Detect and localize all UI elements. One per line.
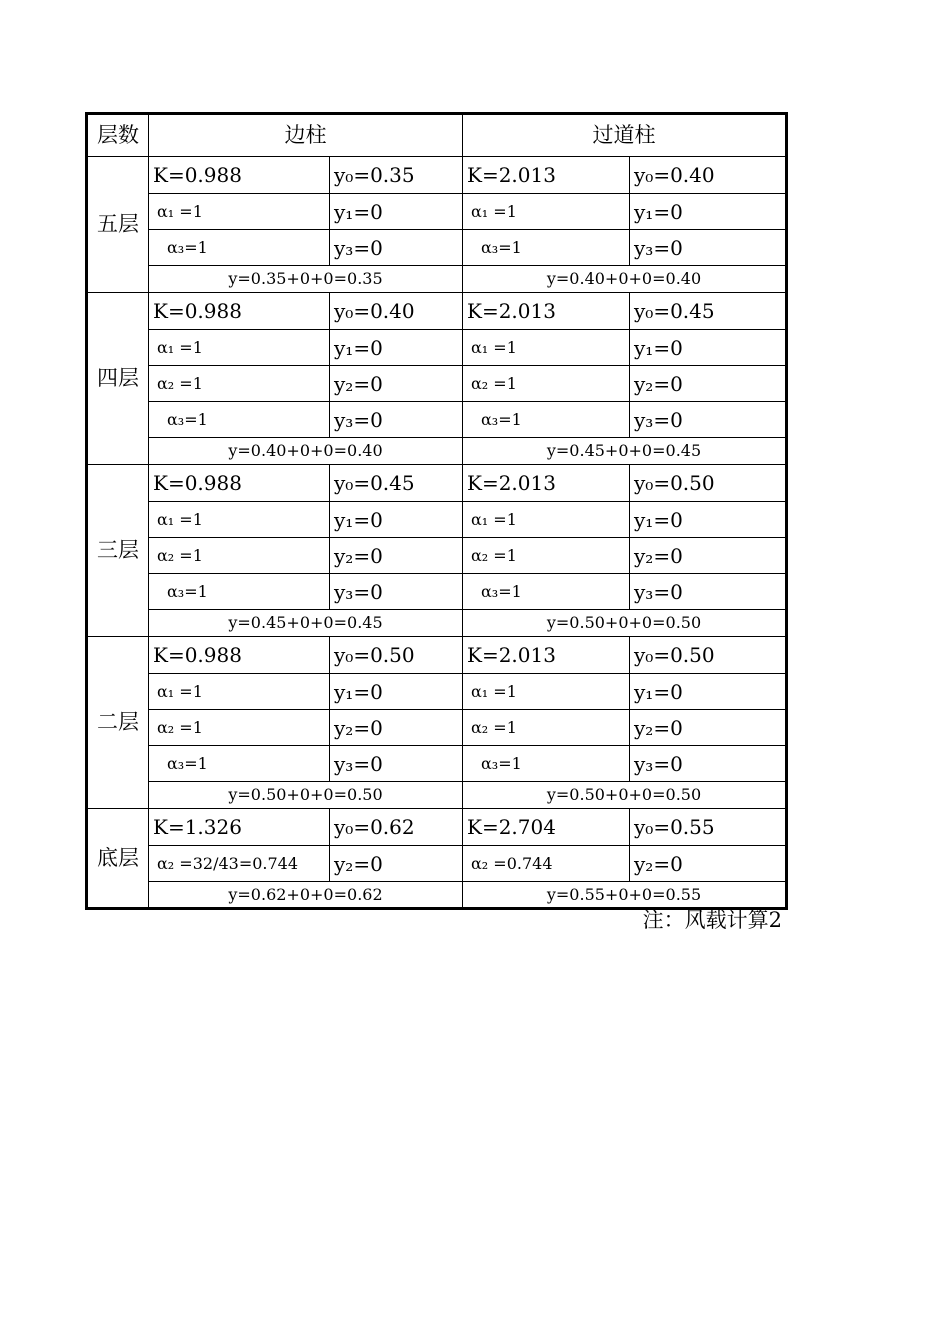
floor5-aisle-sum: y=0.40+0+0=0.40 [463, 266, 787, 293]
floor2-edge-a1-text: α₁ =1 [157, 681, 203, 701]
floor2-edge-y2: y₂=0 [330, 710, 463, 746]
floor5-aisle-a1-text: α₁ =1 [471, 201, 517, 221]
floor3-edge-k: K=0.988 [149, 465, 330, 502]
floor3-aisle-a3 [463, 574, 630, 610]
floor2-edge-k: K=0.988 [149, 637, 330, 674]
floor4-aisle-sum: y=0.45+0+0=0.45 [463, 438, 787, 465]
floor4-edge-a2 [149, 366, 330, 402]
floor5-edge-a3 [149, 230, 330, 266]
floor4-a1-row [87, 330, 787, 366]
floor3-edge-sum: y=0.45+0+0=0.45 [149, 610, 463, 637]
floor4-label: 四层 [87, 293, 149, 465]
floor1-edge-a2 [149, 846, 330, 882]
floor5-edge-y1: y₁=0 [330, 194, 463, 230]
floor2-a1-row [87, 674, 787, 710]
floor1-k-row [87, 809, 787, 846]
floor2-edge-y0: y₀=0.50 [330, 637, 463, 674]
floor1-aisle-k: K=2.704 [463, 809, 630, 846]
floor2-label: 二层 [87, 637, 149, 809]
floor3-aisle-y2: y₂=0 [630, 538, 787, 574]
floor4-aisle-y2: y₂=0 [630, 366, 787, 402]
floor3-aisle-a3-text: α₃=1 [481, 581, 522, 601]
floor5-aisle-a3 [463, 230, 630, 266]
floor2-aisle-a1-text: α₁ =1 [471, 681, 517, 701]
floor2-aisle-sum: y=0.50+0+0=0.50 [463, 782, 787, 809]
floor5-aisle-y0: y₀=0.40 [630, 157, 787, 194]
floor5-edge-sum: y=0.35+0+0=0.35 [149, 266, 463, 293]
floor5-aisle-a1 [463, 194, 630, 230]
floor2-edge-a1 [149, 674, 330, 710]
floor3-aisle-a1 [463, 502, 630, 538]
floor3-a3-row [87, 574, 787, 610]
header-row [87, 114, 787, 157]
floor1-aisle-y2: y₂=0 [630, 846, 787, 882]
floor4-aisle-a3 [463, 402, 630, 438]
floor3-aisle-y1: y₁=0 [630, 502, 787, 538]
floor5-edge-a1 [149, 194, 330, 230]
floor3-a2-row [87, 538, 787, 574]
floor3-edge-a3-text: α₃=1 [167, 581, 208, 601]
floor3-edge-y1: y₁=0 [330, 502, 463, 538]
floor5-aisle-y3: y₃=0 [630, 230, 787, 266]
floor3-label: 三层 [87, 465, 149, 637]
floor3-edge-y3: y₃=0 [330, 574, 463, 610]
header-edge-column: 边柱 [149, 114, 463, 157]
floor2-a3-row [87, 746, 787, 782]
floor1-aisle-y0: y₀=0.55 [630, 809, 787, 846]
floor4-edge-y2: y₂=0 [330, 366, 463, 402]
floor2-aisle-k: K=2.013 [463, 637, 630, 674]
floor3-aisle-a2 [463, 538, 630, 574]
floor5-edge-k: K=0.988 [149, 157, 330, 194]
floor4-k-row [87, 293, 787, 330]
floor5-edge-a1-text: α₁ =1 [157, 201, 203, 221]
floor5-a1-row [87, 194, 787, 230]
floor2-aisle-a2-text: α₂ =1 [471, 717, 517, 737]
floor2-a2-row [87, 710, 787, 746]
floor4-aisle-a2 [463, 366, 630, 402]
floor1-aisle-a2-text: α₂ =0.744 [471, 853, 553, 873]
footnote: 注：风载计算2 [642, 908, 782, 932]
floor3-edge-y0: y₀=0.45 [330, 465, 463, 502]
floor4-edge-a3-text: α₃=1 [167, 409, 208, 429]
floor2-aisle-y1: y₁=0 [630, 674, 787, 710]
floor4-aisle-a2-text: α₂ =1 [471, 373, 517, 393]
floor1-aisle-a2 [463, 846, 630, 882]
floor4-sum-row [87, 438, 787, 465]
floor2-aisle-y0: y₀=0.50 [630, 637, 787, 674]
floor3-edge-a1-text: α₁ =1 [157, 509, 203, 529]
floor2-edge-a2 [149, 710, 330, 746]
floor4-edge-a2-text: α₂ =1 [157, 373, 203, 393]
floor2-edge-a2-text: α₂ =1 [157, 717, 203, 737]
floor2-sum-row [87, 782, 787, 809]
floor4-edge-k: K=0.988 [149, 293, 330, 330]
floor4-aisle-a1-text: α₁ =1 [471, 337, 517, 357]
floor3-edge-y2: y₂=0 [330, 538, 463, 574]
floor2-aisle-y2: y₂=0 [630, 710, 787, 746]
floor3-aisle-k: K=2.013 [463, 465, 630, 502]
floor2-aisle-y3: y₃=0 [630, 746, 787, 782]
floor5-edge-a3-text: α₃=1 [167, 237, 208, 257]
floor4-edge-y3: y₃=0 [330, 402, 463, 438]
floor3-a1-row [87, 502, 787, 538]
floor5-aisle-y1: y₁=0 [630, 194, 787, 230]
floor3-aisle-y3: y₃=0 [630, 574, 787, 610]
header-layer: 层数 [87, 114, 149, 157]
floor3-aisle-y0: y₀=0.50 [630, 465, 787, 502]
floor4-aisle-y0: y₀=0.45 [630, 293, 787, 330]
floor3-edge-a1 [149, 502, 330, 538]
floor4-aisle-a1 [463, 330, 630, 366]
floor2-edge-a3-text: α₃=1 [167, 753, 208, 773]
floor4-a3-row [87, 402, 787, 438]
reflection-point-table-sheet [85, 112, 788, 910]
floor3-edge-a3 [149, 574, 330, 610]
floor1-edge-a2-text: α₂ =32/43=0.744 [157, 853, 299, 873]
floor2-aisle-a3-text: α₃=1 [481, 753, 522, 773]
floor1-edge-sum: y=0.62+0+0=0.62 [149, 882, 463, 909]
floor2-aisle-a2 [463, 710, 630, 746]
floor4-edge-y0: y₀=0.40 [330, 293, 463, 330]
floor5-sum-row [87, 266, 787, 293]
floor3-aisle-a2-text: α₂ =1 [471, 545, 517, 565]
reflection-point-table [85, 112, 788, 910]
floor3-edge-a2-text: α₂ =1 [157, 545, 203, 565]
floor4-a2-row [87, 366, 787, 402]
floor4-aisle-a3-text: α₃=1 [481, 409, 522, 429]
floor5-edge-y0: y₀=0.35 [330, 157, 463, 194]
floor2-aisle-a3 [463, 746, 630, 782]
floor4-aisle-y1: y₁=0 [630, 330, 787, 366]
floor1-a2-row [87, 846, 787, 882]
floor1-label: 底层 [87, 809, 149, 909]
header-aisle-column: 过道柱 [463, 114, 787, 157]
floor4-edge-y1: y₁=0 [330, 330, 463, 366]
floor2-edge-y1: y₁=0 [330, 674, 463, 710]
floor1-edge-y2: y₂=0 [330, 846, 463, 882]
floor5-k-row [87, 157, 787, 194]
floor3-k-row [87, 465, 787, 502]
floor4-edge-a3 [149, 402, 330, 438]
floor2-k-row [87, 637, 787, 674]
floor2-edge-sum: y=0.50+0+0=0.50 [149, 782, 463, 809]
floor4-aisle-k: K=2.013 [463, 293, 630, 330]
floor3-aisle-a1-text: α₁ =1 [471, 509, 517, 529]
floor4-edge-sum: y=0.40+0+0=0.40 [149, 438, 463, 465]
floor3-edge-a2 [149, 538, 330, 574]
floor2-edge-a3 [149, 746, 330, 782]
floor3-sum-row [87, 610, 787, 637]
floor4-edge-a1 [149, 330, 330, 366]
floor5-a3-row [87, 230, 787, 266]
floor5-aisle-k: K=2.013 [463, 157, 630, 194]
floor5-edge-y3: y₃=0 [330, 230, 463, 266]
floor1-aisle-sum: y=0.55+0+0=0.55 [463, 882, 787, 909]
floor1-edge-k: K=1.326 [149, 809, 330, 846]
floor5-aisle-a3-text: α₃=1 [481, 237, 522, 257]
floor1-edge-y0: y₀=0.62 [330, 809, 463, 846]
floor2-aisle-a1 [463, 674, 630, 710]
floor3-aisle-sum: y=0.50+0+0=0.50 [463, 610, 787, 637]
floor2-edge-y3: y₃=0 [330, 746, 463, 782]
floor5-label: 五层 [87, 157, 149, 293]
floor4-aisle-y3: y₃=0 [630, 402, 787, 438]
floor4-edge-a1-text: α₁ =1 [157, 337, 203, 357]
